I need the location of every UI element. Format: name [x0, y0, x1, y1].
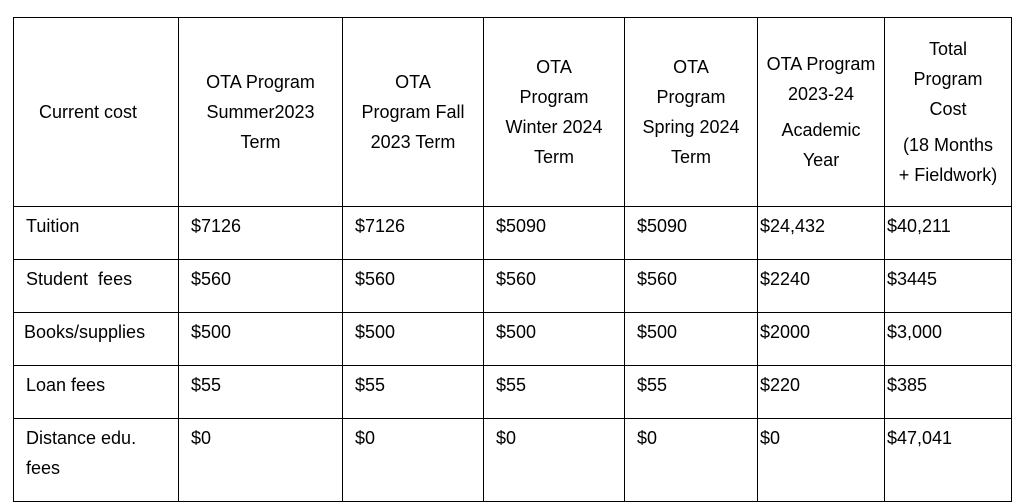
table-row-books-supplies — [14, 313, 1012, 366]
header-academic-year: OTA Program 2023-24 Academic Year — [758, 18, 885, 207]
row-label: Books/supplies — [14, 313, 179, 366]
header-spring-2024: OTA Program Spring 2024 Term — [625, 18, 758, 207]
table-cell: $0 — [484, 419, 625, 502]
header-summer-2023: OTA Program Summer2023 Term — [179, 18, 343, 207]
row-label: Loan fees — [14, 366, 179, 419]
table-row-student-fees — [14, 260, 1012, 313]
table-cell: $0 — [343, 419, 484, 502]
table-cell: $7126 — [179, 207, 343, 260]
table-cell: $0 — [625, 419, 758, 502]
header-total-program-cost: Total Program Cost (18 Months + Fieldwork) — [885, 18, 1012, 207]
table-cell: $55 — [625, 366, 758, 419]
row-label: Student fees — [14, 260, 179, 313]
table-cell: $220 — [758, 366, 885, 419]
table-cell: $5090 — [484, 207, 625, 260]
table-cell: $3445 — [885, 260, 1012, 313]
table-cell: $55 — [343, 366, 484, 419]
table-cell: $500 — [484, 313, 625, 366]
table-cell: $560 — [625, 260, 758, 313]
table-cell: $0 — [758, 419, 885, 502]
table-cell: $560 — [179, 260, 343, 313]
table-cell: $47,041 — [885, 419, 1012, 502]
table-cell: $500 — [625, 313, 758, 366]
table-cell: $24,432 — [758, 207, 885, 260]
header-fall-2023: OTA Program Fall 2023 Term — [343, 18, 484, 207]
table-cell: $500 — [179, 313, 343, 366]
table-cell: $3,000 — [885, 313, 1012, 366]
table-cell: $500 — [343, 313, 484, 366]
header-winter-2024: OTA Program Winter 2024 Term — [484, 18, 625, 207]
table-cell: $40,211 — [885, 207, 1012, 260]
row-label: Distance edu. fees — [14, 419, 179, 502]
table-cell: $560 — [484, 260, 625, 313]
table-cell: $55 — [484, 366, 625, 419]
table-cell: $7126 — [343, 207, 484, 260]
table-cell: $2240 — [758, 260, 885, 313]
table-cell: $0 — [179, 419, 343, 502]
table-cell: $385 — [885, 366, 1012, 419]
table-row-distance-edu-fees — [14, 419, 1012, 502]
table-cell: $2000 — [758, 313, 885, 366]
table-cell: $55 — [179, 366, 343, 419]
header-current-cost: Current cost — [14, 18, 179, 207]
program-cost-table — [13, 17, 1012, 502]
table-cell: $5090 — [625, 207, 758, 260]
table-row-tuition — [14, 207, 1012, 260]
table-header-row — [14, 18, 1012, 207]
table-row-loan-fees — [14, 366, 1012, 419]
row-label: Tuition — [14, 207, 179, 260]
table-cell: $560 — [343, 260, 484, 313]
